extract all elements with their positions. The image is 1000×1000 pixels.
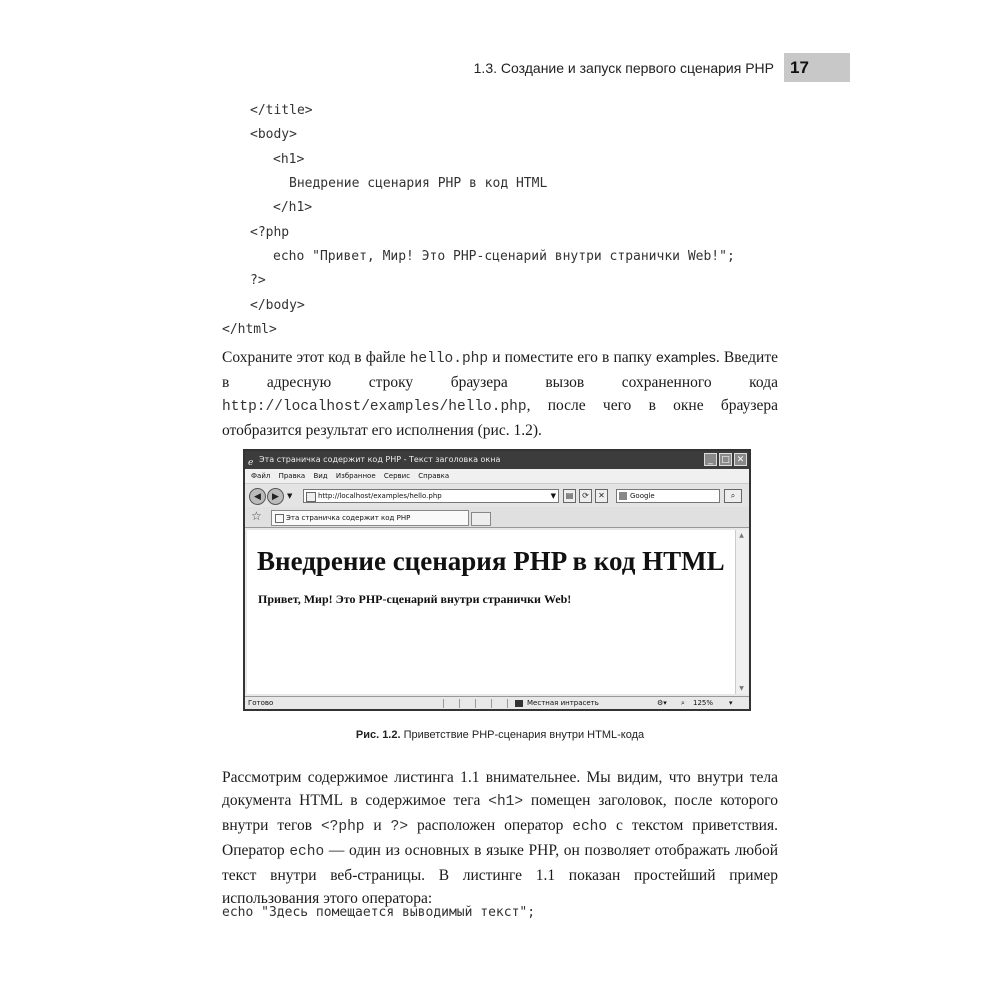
menu-bar xyxy=(245,469,749,483)
protected-mode-icon[interactable]: ⚙▾ xyxy=(657,699,667,707)
compatibility-icon[interactable]: ▤ xyxy=(563,489,576,503)
code-line: </h1> xyxy=(273,200,313,215)
stop-icon[interactable]: ✕ xyxy=(595,489,608,503)
code-line: ?> xyxy=(250,273,266,288)
code-line: <body> xyxy=(250,127,297,142)
browser-titlebar xyxy=(245,451,749,469)
favorites-star-icon[interactable]: ☆ xyxy=(251,509,262,523)
page-viewport xyxy=(247,530,735,694)
menu-item-favorites[interactable]: Избранное xyxy=(335,472,376,480)
url-code: http://localhost/examples/hello.php xyxy=(222,399,527,415)
refresh-icon[interactable]: ⟳ xyxy=(579,489,592,503)
back-arrow-icon[interactable]: ◀ xyxy=(249,488,266,505)
code-line: </title> xyxy=(250,103,313,118)
inline-code: echo xyxy=(572,819,608,835)
vertical-scrollbar[interactable] xyxy=(735,530,748,694)
zoom-dropdown-icon[interactable]: ▾ xyxy=(729,699,733,707)
menu-item-edit[interactable]: Правка xyxy=(278,472,306,480)
inline-code: echo xyxy=(289,844,325,860)
menu-item-file[interactable]: Файл xyxy=(251,472,271,480)
zoom-level[interactable]: 125% xyxy=(693,699,714,707)
inline-code: <?php xyxy=(320,819,365,835)
caption-label: Рис. 1.2. xyxy=(355,729,401,741)
window-title: Эта страничка содержит код PHP - Текст заголовка окна xyxy=(259,455,501,464)
filename-code: hello.php xyxy=(409,351,489,367)
new-tab-button[interactable] xyxy=(471,512,491,526)
address-toolbar xyxy=(245,483,749,508)
menu-item-tools[interactable]: Сервис xyxy=(383,472,411,480)
scroll-up-icon[interactable]: ▲ xyxy=(739,532,744,539)
code-line: </html> xyxy=(222,322,277,337)
code-example: echo "Здесь помещается выводимый текст"; xyxy=(222,905,536,920)
ie-logo-icon: ℯ xyxy=(248,458,254,468)
menu-item-view[interactable]: Вид xyxy=(313,472,328,480)
tab-bar xyxy=(245,507,749,528)
scroll-down-icon[interactable]: ▼ xyxy=(739,685,744,692)
header-title: 1.3. Создание и запуск первого сценария PHP xyxy=(473,60,774,76)
maximize-icon[interactable]: □ xyxy=(719,453,732,466)
caption-text: Приветствие PHP-сценария внутри HTML-кода xyxy=(400,729,645,741)
code-line: echo "Привет, Мир! Это PHP-сценарий внутри странички Web!"; xyxy=(273,249,735,264)
history-dropdown-icon[interactable]: ▼ xyxy=(287,492,293,500)
inline-code: <h1> xyxy=(488,794,524,810)
close-icon[interactable]: ✕ xyxy=(734,453,747,466)
status-text: Готово xyxy=(248,699,274,707)
code-line: <?php xyxy=(250,225,290,240)
figure-caption xyxy=(260,729,740,741)
zoom-icon[interactable]: ⌕ xyxy=(681,699,685,707)
code-line: </body> xyxy=(250,298,305,313)
paragraph-explanation: Рассмотрим содержимое листинга 1.1 внимательнее. Мы видим, что внутри тела документа HTML в содержимое тега <h1> помещен заголовок, после которого внутри тегов <?php и ?> расположен оператор echo с текстом приветствия. Оператор echo — один из основных в языке PHP, он позволяет отображать любой текст внутри веб-страницы. В листинге 1.1 показан простейший пример использования этого оператора: xyxy=(222,769,779,907)
menu-item-help[interactable]: Справка xyxy=(418,472,450,480)
rendered-text: Привет, Мир! Это PHP-сценарий внутри странички Web! xyxy=(258,592,572,606)
code-line: Внедрение сценария PHP в код HTML xyxy=(289,176,548,191)
rendered-heading: Внедрение сценария PHP в код HTML xyxy=(257,546,725,576)
search-input[interactable]: Google xyxy=(616,489,720,503)
folder-name: examples xyxy=(655,349,716,365)
minimize-icon[interactable]: _ xyxy=(704,453,717,466)
page-icon xyxy=(306,492,316,502)
browser-screenshot xyxy=(243,449,751,711)
security-zone: Местная интрасеть xyxy=(527,699,599,707)
status-bar xyxy=(245,696,749,710)
code-line: <h1> xyxy=(273,152,305,167)
google-logo-icon xyxy=(619,492,627,500)
address-input[interactable]: http://localhost/examples/hello.php ▼ xyxy=(303,489,559,503)
browser-tab[interactable]: Эта страничка содержит код PHP xyxy=(271,510,469,526)
paragraph-save-instructions: Сохраните этот код в файле hello.php и поместите его в папку examples. Введите в адресную строку браузера вызов сохраненного кода http://localhost/examples/hello.php, после чего в окне браузера отобразится результат его исполнения (рис. 1.2). xyxy=(222,349,778,439)
address-dropdown-icon[interactable]: ▼ xyxy=(550,492,556,500)
search-icon[interactable]: ⌕ xyxy=(724,489,742,503)
tab-page-icon xyxy=(275,514,284,523)
network-zone-icon xyxy=(515,700,523,707)
page-number: 17 xyxy=(784,53,850,82)
inline-code: ?> xyxy=(390,819,409,835)
forward-arrow-icon[interactable]: ▶ xyxy=(267,488,284,505)
